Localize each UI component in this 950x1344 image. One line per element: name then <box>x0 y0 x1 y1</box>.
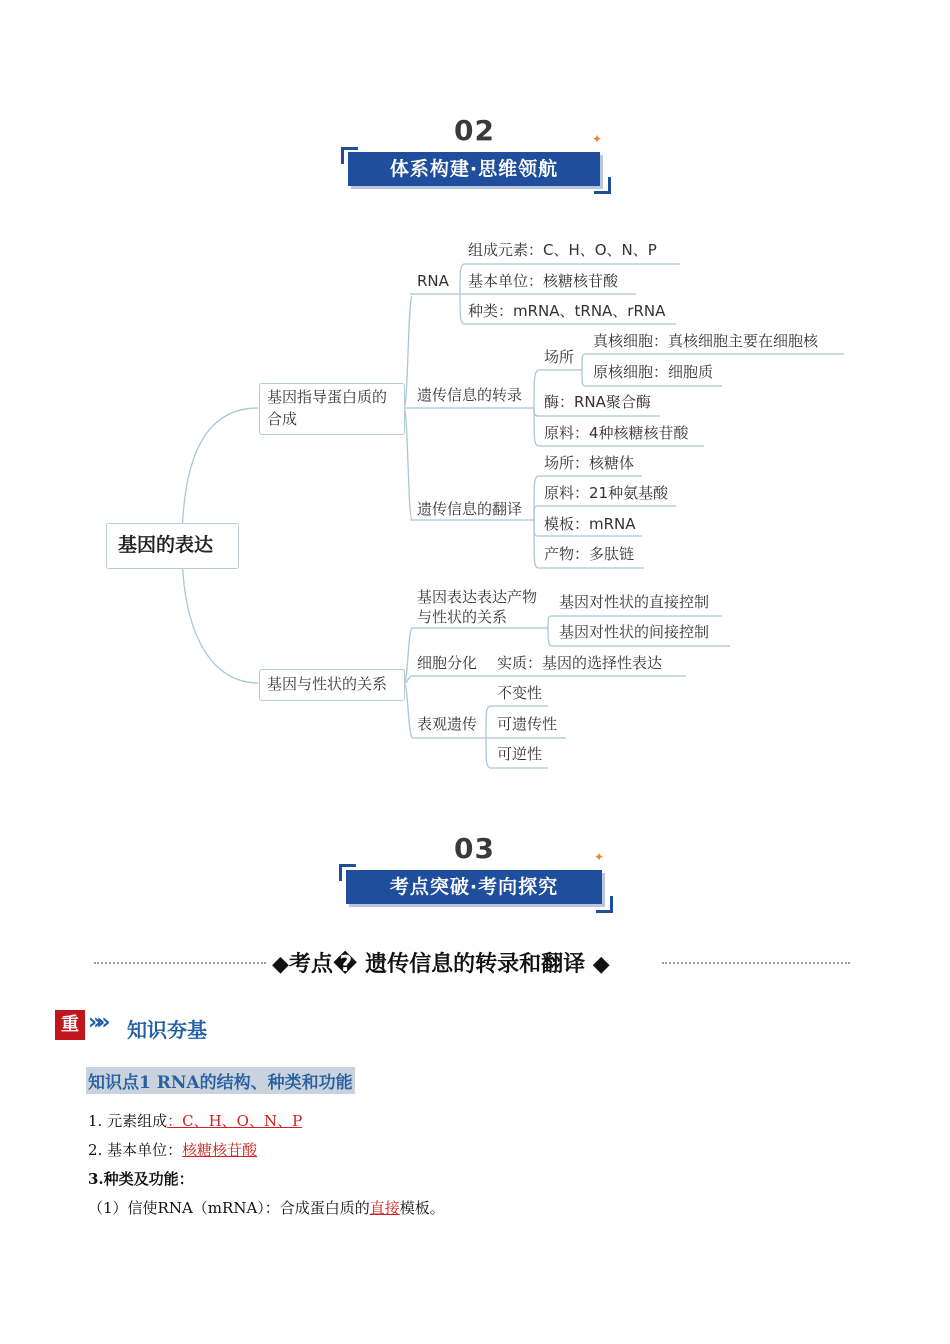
double-chevron-icon: »» <box>88 1010 105 1035</box>
line-2-prefix: 2. 基本单位： <box>88 1141 183 1159</box>
section-number-02: 02 <box>454 114 495 147</box>
line-2-answer: 核糖核苷酸 <box>182 1141 258 1159</box>
mindmap-relation-line2: 与性状的关系 <box>417 608 508 626</box>
mindmap-branch1-line2: 合成 <box>267 410 298 428</box>
sparkle-icon: ✦ <box>592 132 603 146</box>
mindmap-relation-item: 基因对性状的直接控制 <box>559 593 710 611</box>
section-label: 知识夯基 <box>127 1018 207 1042</box>
mindmap-transcription-item: 酶：RNA聚合酶 <box>544 393 651 411</box>
mindmap-translation-item: 模板：mRNA <box>544 515 636 533</box>
section-banner-title: 考点突破·考向探究 <box>346 870 602 904</box>
mindmap-translation: 遗传信息的翻译 <box>417 500 523 518</box>
content-line-4 <box>88 1197 445 1218</box>
mindmap-translation-item: 场所：核糖体 <box>544 454 635 472</box>
line-4-prefix: （1）信使RNA（mRNA）：合成蛋白质的 <box>88 1199 370 1217</box>
content-line-2 <box>88 1139 257 1160</box>
mindmap-site-item: 原核细胞：细胞质 <box>593 363 714 381</box>
mindmap-epigenetics: 表观遗传 <box>417 715 478 733</box>
mindmap-rna: RNA <box>417 272 449 290</box>
line-4-suffix: 模板。 <box>399 1199 445 1217</box>
mindmap-transcription: 遗传信息的转录 <box>417 386 523 404</box>
mindmap-translation-item: 原料：21种氨基酸 <box>544 484 669 502</box>
mindmap-epigenetics-item: 不变性 <box>497 684 543 702</box>
mindmap-epigenetics-item: 可遗传性 <box>497 715 558 733</box>
mindmap-translation-item: 产物：多肽链 <box>544 545 635 563</box>
mindmap-differentiation-item: 实质：基因的选择性表达 <box>497 654 663 672</box>
mindmap-relation-line1: 基因表达表达产物 <box>417 588 538 606</box>
emphasis-badge: 重 <box>55 1010 85 1040</box>
mindmap-transcription-item: 原料：4种核糖核苷酸 <box>544 424 689 442</box>
mindmap-epigenetics-item: 可逆性 <box>497 745 543 763</box>
mindmap-site: 场所 <box>544 348 575 366</box>
mindmap-relation-item: 基因对性状的间接控制 <box>559 623 710 641</box>
content-line-1 <box>88 1110 302 1131</box>
line-1-prefix: 1. 元素组成 <box>88 1112 168 1130</box>
mindmap-rna-item: 基本单位：核糖核苷酸 <box>468 272 619 290</box>
mindmap-branch1-line1: 基因指导蛋白质的 <box>267 388 388 406</box>
section-banner-title: 体系构建·思维领航 <box>348 152 600 186</box>
mindmap-differentiation: 细胞分化 <box>417 654 478 672</box>
dotted-divider-right <box>662 962 850 964</box>
sparkle-icon: ✦ <box>594 850 605 864</box>
mindmap-root: 基因的表达 <box>118 534 214 556</box>
bracket-decoration <box>596 896 613 913</box>
dotted-divider-left <box>94 962 266 964</box>
section-number-03: 03 <box>454 832 495 865</box>
knowledge-point-title: 知识点1 RNA的结构、种类和功能 <box>86 1067 355 1094</box>
line-1-answer: ：C、H、O、N、P <box>167 1112 303 1130</box>
mindmap-branch2: 基因与性状的关系 <box>267 675 388 693</box>
mindmap-rna-item: 组成元素：C、H、O、N、P <box>468 241 657 259</box>
content-line-3: 3.种类及功能： <box>88 1170 194 1188</box>
mindmap-rna-item: 种类：mRNA、tRNA、rRNA <box>468 302 666 320</box>
mindmap-site-item: 真核细胞：真核细胞主要在细胞核 <box>593 332 819 350</box>
line-4-answer: 直接 <box>369 1199 400 1217</box>
keypoint-title: ◆考点� 遗传信息的转录和翻译 ◆ <box>272 952 610 977</box>
